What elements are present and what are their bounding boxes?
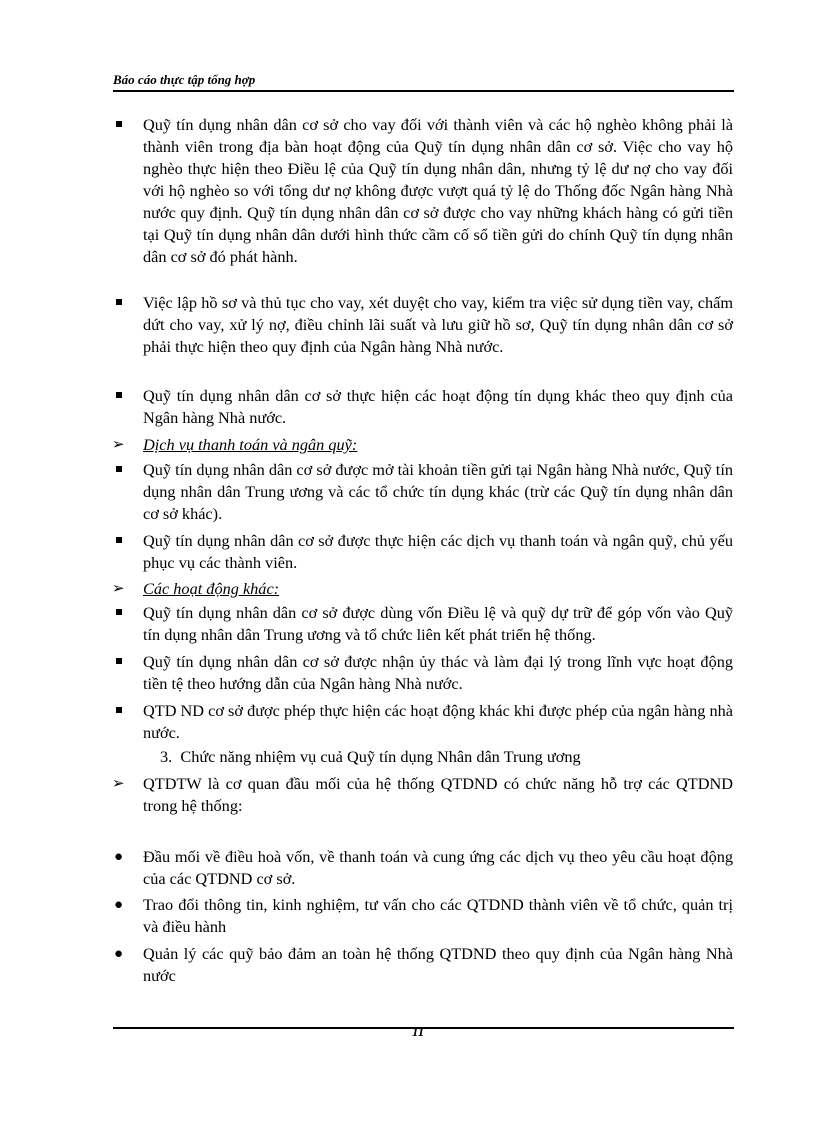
arrow-bullet-icon: ➢: [112, 776, 125, 792]
square-bullet-icon: [113, 292, 122, 310]
list-item-text: Quản lý các quỹ bảo đảm an toàn hệ thống QTDND theo quy định của Ngân hàng Nhà nước: [143, 944, 733, 985]
list-item: [113, 459, 733, 525]
subheading: [113, 434, 733, 456]
subheading-text: Dịch vụ thanh toán và ngân quỹ:: [143, 435, 358, 454]
list-item-text: Quỹ tín dụng nhân dân cơ sở được mở tài khoản tiền gửi tại Ngân hàng Nhà nước, Quỹ tín dụng nhân dân Trung ương và các tổ chức tín dụng khác (trừ các Quỹ tín dụng nhân dân cơ sở khác).: [143, 460, 733, 523]
header-rule: [113, 90, 734, 92]
round-bullet-icon: ●: [114, 946, 124, 962]
list-item: [113, 530, 733, 574]
list-item-text: Quỹ tín dụng nhân dân cơ sở thực hiện các hoạt động tín dụng khác theo quy định của Ngân hàng Nhà nước.: [143, 386, 733, 427]
square-bullet-icon: [113, 114, 122, 132]
list-item-text: Trao đổi thông tin, kinh nghiệm, tư vấn cho các QTDND thành viên về tổ chức, quản trị và điều hành: [143, 895, 733, 936]
list-item: [113, 700, 733, 744]
round-bullet-icon: ●: [114, 897, 124, 913]
subheading: [113, 578, 733, 600]
list-item: [113, 773, 733, 817]
list-item: [113, 292, 733, 358]
square-bullet-icon: [113, 530, 122, 548]
list-item: [113, 943, 733, 987]
list-item: [113, 846, 733, 890]
square-bullet-icon: [113, 602, 122, 620]
list-item: [113, 385, 733, 429]
list-item: [113, 651, 733, 695]
list-item-text: Quỹ tín dụng nhân dân cơ sở được nhận ủy thác và làm đại lý trong lĩnh vực hoạt động tiền tệ theo hướng dẫn của Ngân hàng Nhà nước.: [143, 652, 733, 693]
list-item-text: Quỹ tín dụng nhân dân cơ sở được thực hiện các dịch vụ thanh toán và ngân quỹ, chủ yếu phục vụ các thành viên.: [143, 531, 733, 572]
list-item-text: QTDTW là cơ quan đầu mối của hệ thống QTDND có chức năng hỗ trợ các QTDND trong hệ thống:: [143, 774, 733, 815]
square-bullet-icon: [113, 459, 122, 477]
list-item-text: Việc lập hồ sơ và thủ tục cho vay, xét duyệt cho vay, kiểm tra việc sử dụng tiền vay, chấm dứt cho vay, xử lý nợ, điều chỉnh lãi suất và lưu giữ hồ sơ, Quỹ tín dụng nhân dân cơ sở phải thực hiện theo quy định của Ngân hàng Nhà nước.: [143, 293, 733, 356]
running-header: Báo cáo thực tập tổng hợp: [113, 72, 256, 87]
list-item-text: Quỹ tín dụng nhân dân cơ sở được dùng vốn Điều lệ và quỹ dự trữ để góp vốn vào Quỹ tín dụng nhân dân Trung ương và tổ chức liên kết phát triển hệ thống.: [143, 603, 733, 644]
square-bullet-icon: [113, 385, 122, 403]
list-item: [113, 894, 733, 938]
list-item-text: QTD ND cơ sở được phép thực hiện các hoạt động khác khi được phép của ngân hàng nhà nước.: [143, 701, 733, 742]
section-number: 3.: [160, 747, 173, 766]
list-item-text: Đầu mối về điều hoà vốn, về thanh toán và cung ứng các dịch vụ theo yêu cầu hoạt động của các QTDND cơ sở.: [143, 847, 733, 888]
square-bullet-icon: [113, 651, 122, 669]
square-bullet-icon: [113, 700, 122, 718]
list-item: [113, 114, 733, 268]
arrow-bullet-icon: ➢: [112, 437, 125, 453]
list-item-text: Quỹ tín dụng nhân dân cơ sở cho vay đối với thành viên và các hộ nghèo không phải là thành viên trong địa bàn hoạt động của Quỹ tín dụng nhân dân cơ sở. Việc cho vay hộ nghèo thực hiện theo Điều lệ của Quỹ tín dụng nhân dân, nhưng tỷ lệ dư nợ cho vay đối với hộ nghèo so với tổng dư nợ không được vượt quá tỷ lệ do Thống đốc Ngân hàng Nhà nước quy định. Quỹ tín dụng nhân dân cơ sở được cho vay những khách hàng có gửi tiền tại Quỹ tín dụng nhân dân dưới hình thức cầm cố sổ tiền gửi do chính Quỹ tín dụng nhân dân cơ sở đó phát hành.: [143, 115, 733, 266]
list-item: [113, 602, 733, 646]
arrow-bullet-icon: ➢: [112, 581, 125, 597]
section-title: Chức năng nhiệm vụ cuả Quỹ tín dụng Nhân dân Trung ương: [180, 747, 581, 766]
subheading-text: Các hoạt động khác:: [143, 579, 280, 598]
round-bullet-icon: ●: [114, 849, 124, 865]
page-number: 11: [412, 1024, 425, 1039]
section-heading: [160, 746, 581, 768]
